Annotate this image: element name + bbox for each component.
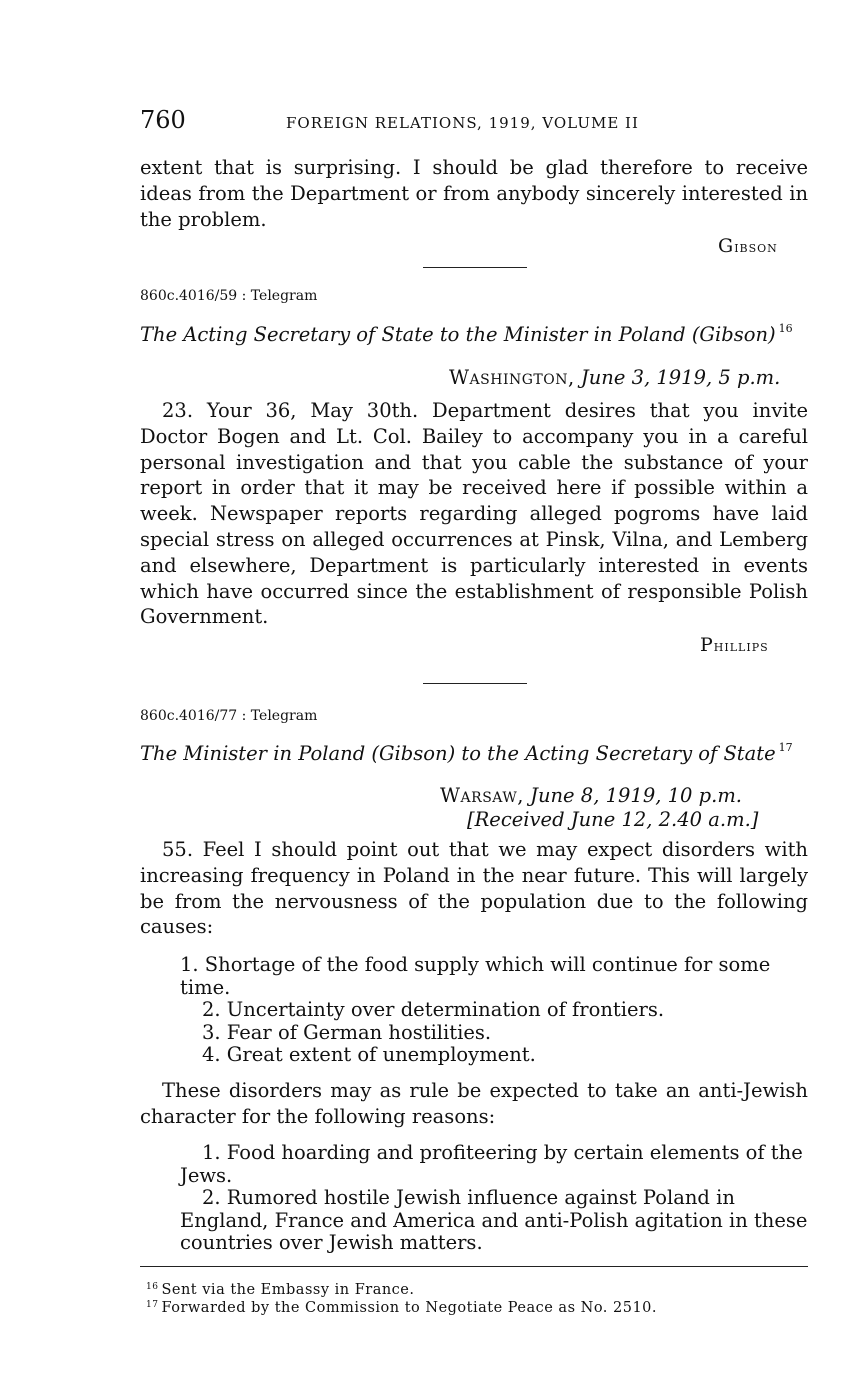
doc1-reference: 860c.4016/59 : Telegram xyxy=(140,288,318,304)
footnote-17-mark: 17 xyxy=(146,1300,159,1310)
reason-1: 1. Food hoarding and profiteering by certain elements of the Jews. xyxy=(180,1141,803,1187)
footnote-17 xyxy=(146,1296,657,1317)
doc2-place: Warsaw, xyxy=(440,784,524,807)
signature-gibson: Gibson xyxy=(718,235,778,257)
doc2-footnote-mark: 17 xyxy=(778,741,793,754)
list-item xyxy=(180,1142,808,1187)
cause-2: 2. Uncertainty over determination of frontiers. xyxy=(202,998,665,1021)
cause-1: 1. Shortage of the food supply which will continue for some time. xyxy=(180,953,771,999)
doc1-place: Washington, xyxy=(449,366,575,389)
section-divider xyxy=(423,683,527,684)
doc2-date: June 8, 1919, 10 p.m. xyxy=(530,784,743,807)
list-item xyxy=(180,999,808,1022)
doc2-heading xyxy=(140,741,793,765)
doc1-dateline xyxy=(449,366,780,389)
list-item xyxy=(180,1187,808,1255)
reasons-list xyxy=(180,1142,808,1255)
doc2-body: 55. Feel I should point out that we may expect disorders with increasing frequency in Poland in the near future. This will largely be from the nervousness of the population due to the following causes: xyxy=(140,838,808,939)
list-item xyxy=(180,954,808,999)
reason-2: 2. Rumored hostile Jewish influence against Poland in England, France and America and anti-Polish agitation in these countries over Jewish matters. xyxy=(180,1186,808,1254)
list-item xyxy=(180,1022,808,1045)
cause-3: 3. Fear of German hostilities. xyxy=(202,1020,492,1044)
doc2-heading-text: The Minister in Poland (Gibson) to the Acting Secretary of State xyxy=(140,742,776,765)
causes-list xyxy=(180,954,808,1067)
doc2-received: [Received June 12, 2.40 a.m.] xyxy=(467,808,759,831)
doc1-footnote-mark: 16 xyxy=(778,322,793,335)
intro-paragraph: extent that is surprising. I should be glad therefore to receive ideas from the Department or from anybody sincerely interested in the problem. xyxy=(140,156,808,231)
list-item xyxy=(180,1044,808,1067)
doc2-body-2: These disorders may as rule be expected to take an anti-Jewish character for the following reasons: xyxy=(140,1079,808,1128)
page-number: 760 xyxy=(140,106,186,134)
cause-4: 4. Great extent of unemployment. xyxy=(202,1043,536,1066)
doc1-heading xyxy=(140,322,793,346)
section-divider xyxy=(423,267,527,268)
footnote-17-text: Forwarded by the Commission to Negotiate Peace as No. 2510. xyxy=(161,1300,658,1316)
running-title: FOREIGN RELATIONS, 1919, VOLUME II xyxy=(286,114,639,132)
doc1-heading-text: The Acting Secretary of State to the Minister in Poland (Gibson) xyxy=(140,323,776,346)
footnote-rule xyxy=(140,1266,808,1267)
footnote-16-text: Sent via the Embassy in France. xyxy=(161,1282,415,1298)
doc1-body: 23. Your 36, May 30th. Department desires that you invite Doctor Bogen and Lt. Col. Bailey to accompany you in a careful personal investigation and that you cable the substance of your report in order that it may be received here if possible within a week. Newspaper reports regarding alleged pogroms have laid special stress on alleged occurrences at Pinsk, Vilna, and Lemberg and elsewhere, Department is particularly interested in events which have occurred since the establishment of responsible Polish Government. xyxy=(140,399,808,629)
page-header xyxy=(140,106,810,136)
doc1-date: June 3, 1919, 5 p.m. xyxy=(580,366,781,389)
doc2-dateline xyxy=(440,784,742,807)
footnote-16-mark: 16 xyxy=(146,1282,159,1292)
signature-phillips: Phillips xyxy=(700,634,769,656)
doc2-reference: 860c.4016/77 : Telegram xyxy=(140,708,318,724)
